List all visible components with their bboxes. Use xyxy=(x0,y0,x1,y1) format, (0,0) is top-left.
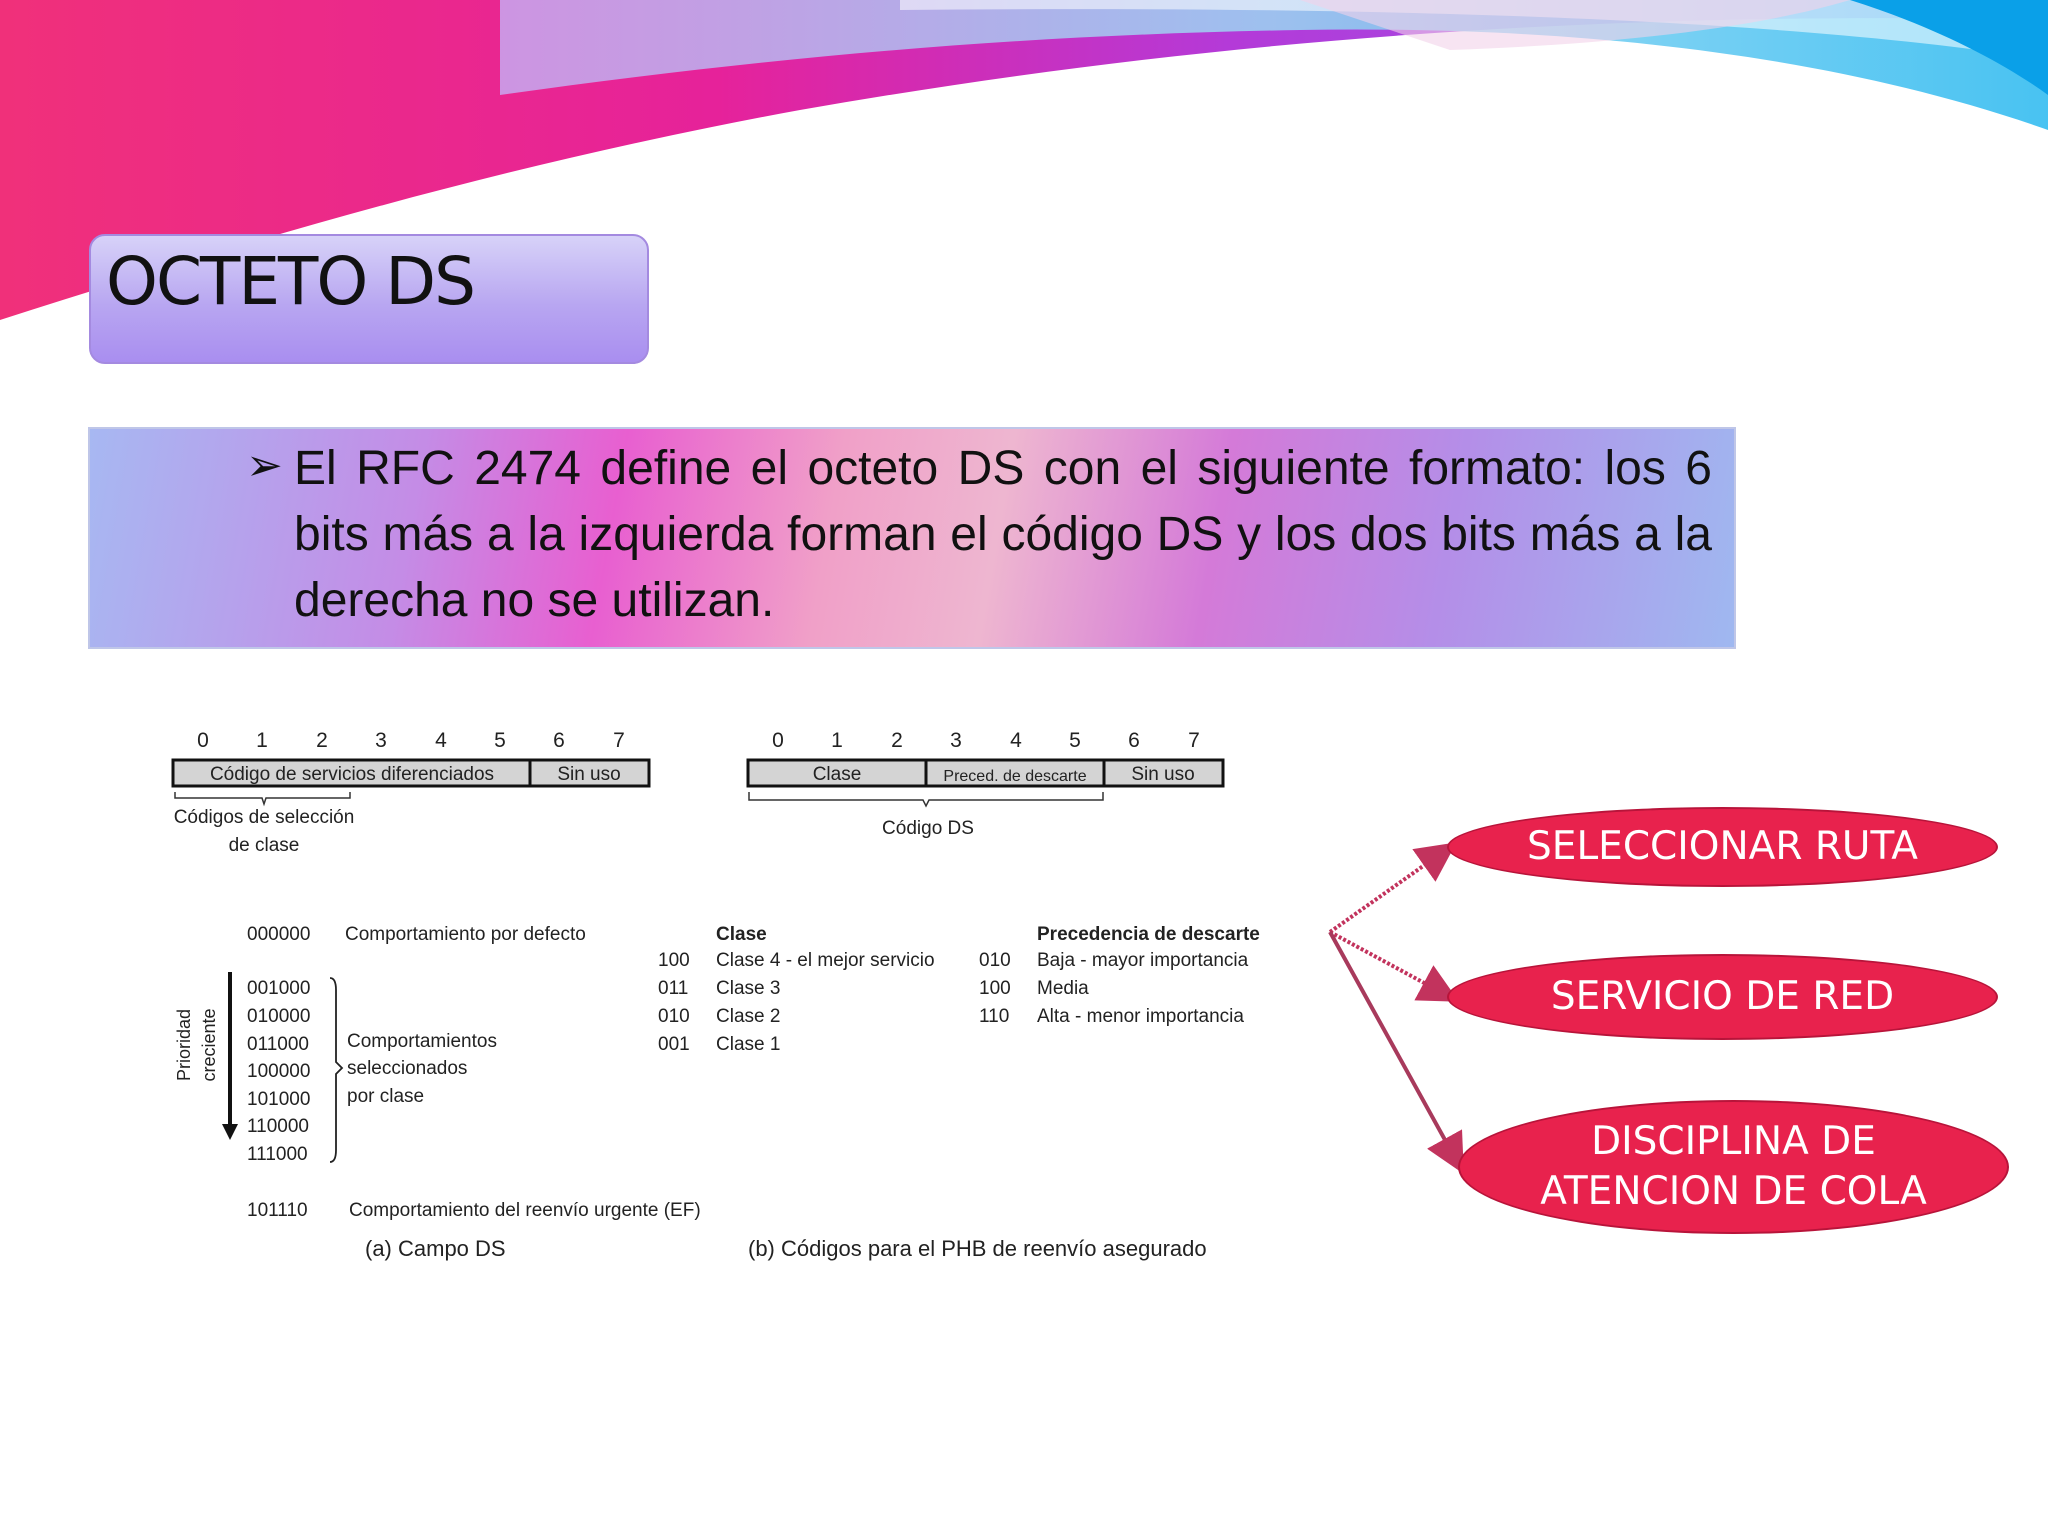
field-ds-code-label: Código de servicios diferenciados xyxy=(209,764,495,785)
bit-number: 7 xyxy=(613,729,625,752)
af-class-label: Clase 1 xyxy=(716,1034,781,1055)
bit-number: 7 xyxy=(1188,729,1200,752)
brace-ds-code-label: Código DS xyxy=(882,818,974,839)
callout-label-line1: DISCIPLINA DE xyxy=(1591,1119,1876,1164)
class-code: 101000 xyxy=(247,1089,311,1110)
af-class-label: Clase 3 xyxy=(716,978,781,999)
ef-code: 101110 xyxy=(247,1200,308,1221)
bit-number: 2 xyxy=(316,729,328,752)
bit-number: 4 xyxy=(435,729,447,752)
field-class-label: Clase xyxy=(812,764,862,785)
callout-disciplina-cola xyxy=(1458,1100,2009,1234)
af-class-code: 001 xyxy=(658,1034,690,1055)
drop-label: Baja - mayor importancia xyxy=(1037,950,1249,971)
drop-code: 110 xyxy=(979,1006,1010,1027)
bit-number: 6 xyxy=(553,729,565,752)
priority-arrow-head xyxy=(222,1124,238,1140)
drop-label: Media xyxy=(1037,978,1089,999)
af-class-code: 010 xyxy=(658,1006,690,1027)
ef-desc: Comportamiento del reenvío urgente (EF) xyxy=(349,1200,701,1221)
priority-label-line1: Prioridad xyxy=(174,1008,194,1082)
class-code: 001000 xyxy=(247,978,311,999)
brace-label-line1: Códigos de selección xyxy=(173,807,355,828)
drop-header: Precedencia de descarte xyxy=(1037,924,1260,945)
default-code: 000000 xyxy=(247,924,311,945)
class-code: 010000 xyxy=(247,1006,311,1027)
class-desc-line1: Comportamientos xyxy=(347,1031,497,1052)
brace-class-selector xyxy=(175,792,350,804)
default-desc: Comportamiento por defecto xyxy=(345,924,586,945)
bit-number: 4 xyxy=(1010,729,1022,752)
drop-code: 100 xyxy=(979,978,1011,999)
field-drop-label: Preced. de descarte xyxy=(943,768,1087,785)
brace-ds-code xyxy=(749,792,1103,806)
class-desc-line3: por clase xyxy=(347,1086,425,1107)
class-code: 011000 xyxy=(247,1034,309,1055)
af-class-code: 011 xyxy=(658,978,689,999)
priority-label-line2: creciente xyxy=(199,1008,219,1082)
class-code: 110000 xyxy=(247,1116,309,1137)
bit-number: 1 xyxy=(256,729,268,752)
bit-number: 0 xyxy=(772,729,784,752)
bit-number: 6 xyxy=(1128,729,1140,752)
bit-number: 2 xyxy=(891,729,903,752)
class-code: 100000 xyxy=(247,1061,311,1082)
bullet-text: El RFC 2474 define el octeto DS con el siguiente formato: los 6 bits más a la izquierda forman el código DS y los dos bits más a la derecha no se utilizan. xyxy=(294,442,1712,627)
class-desc-line2: seleccionados xyxy=(347,1058,468,1079)
callout-label: SERVICIO DE RED xyxy=(1550,974,1895,1019)
drop-code: 010 xyxy=(979,950,1011,971)
brace-label-line2: de clase xyxy=(228,835,300,856)
callout-servicio-de-red xyxy=(1447,954,1998,1040)
caption-b: (b) Códigos para el PHB de reenvío asegurado xyxy=(748,1236,1207,1261)
callout-label: SELECCIONAR RUTA xyxy=(1527,824,1918,869)
class-header: Clase xyxy=(716,924,767,945)
bullet-arrow-icon: ➢ xyxy=(246,440,283,491)
bit-number: 3 xyxy=(950,729,962,752)
bit-number: 5 xyxy=(1069,729,1081,752)
class-code: 111000 xyxy=(247,1144,308,1165)
bit-number: 3 xyxy=(375,729,387,752)
callout-seleccionar-ruta xyxy=(1447,807,1998,887)
field-unused-b-label: Sin uso xyxy=(1131,764,1195,785)
field-unused-label: Sin uso xyxy=(557,764,621,785)
class-codes-brace xyxy=(330,978,342,1162)
drop-label: Alta - menor importancia xyxy=(1037,1006,1244,1027)
slide-title: OCTETO DS xyxy=(106,243,475,320)
bit-number: 5 xyxy=(494,729,506,752)
bit-number: 1 xyxy=(831,729,843,752)
ds-field-diagram xyxy=(0,700,1360,1280)
bit-number: 0 xyxy=(197,729,209,752)
caption-a: (a) Campo DS xyxy=(365,1236,506,1261)
af-class-code: 100 xyxy=(658,950,690,971)
af-class-label: Clase 4 - el mejor servicio xyxy=(716,950,935,971)
af-class-label: Clase 2 xyxy=(716,1006,781,1027)
callout-label-line2: ATENCION DE COLA xyxy=(1540,1169,1927,1214)
